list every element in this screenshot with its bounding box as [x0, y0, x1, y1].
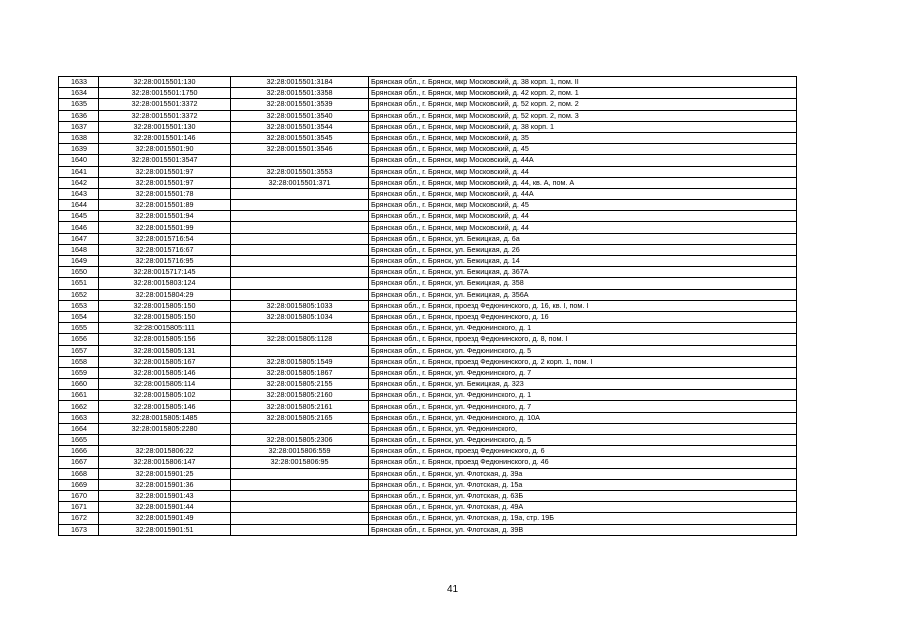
parcel-number-cell: 32:28:0015804:29: [99, 289, 231, 300]
parcel-number-cell: 32:28:0015717:145: [99, 267, 231, 278]
address-cell: Брянская обл., г. Брянск, проезд Федюнинского, д. 2 корп. 1, пом. I: [369, 356, 797, 367]
table-body: [59, 77, 797, 536]
table-row: [59, 77, 797, 88]
table-row: [59, 401, 797, 412]
table-row: [59, 379, 797, 390]
address-cell: Брянская обл., г. Брянск, ул. Бежицкая, д. 6а: [369, 233, 797, 244]
object-number-cell: 32:28:0015501:3546: [231, 144, 369, 155]
table-row: [59, 468, 797, 479]
table-row: [59, 323, 797, 334]
table-row: [59, 524, 797, 535]
parcel-number-cell: 32:28:0015501:89: [99, 200, 231, 211]
address-cell: Брянская обл., г. Брянск, ул. Флотская, д. 15а: [369, 479, 797, 490]
address-cell: Брянская обл., г. Брянск, ул. Федюнинского, д. 1: [369, 390, 797, 401]
object-number-cell: [231, 468, 369, 479]
parcel-number-cell: 32:28:0015501:3372: [99, 110, 231, 121]
object-number-cell: 32:28:0015805:1128: [231, 334, 369, 345]
table-row: [59, 423, 797, 434]
table-row: [59, 121, 797, 132]
object-number-cell: 32:28:0015805:2165: [231, 412, 369, 423]
parcel-number-cell: 32:28:0015805:146: [99, 401, 231, 412]
parcel-number-cell: 32:28:0015716:67: [99, 244, 231, 255]
row-number-cell: 1648: [59, 244, 99, 255]
table-row: [59, 289, 797, 300]
address-cell: Брянская обл., г. Брянск, ул. Федюнинского, д. 10А: [369, 412, 797, 423]
parcel-number-cell: 32:28:0015501:3547: [99, 155, 231, 166]
address-cell: Брянская обл., г. Брянск, ул. Бежицкая, д. 323: [369, 379, 797, 390]
parcel-number-cell: 32:28:0015901:44: [99, 502, 231, 513]
address-cell: Брянская обл., г. Брянск, мкр Московский, д. 44: [369, 211, 797, 222]
object-number-cell: [231, 233, 369, 244]
row-number-cell: 1646: [59, 222, 99, 233]
row-number-cell: 1658: [59, 356, 99, 367]
address-cell: Брянская обл., г. Брянск, проезд Федюнинского, д. 16, кв. I, пом. I: [369, 300, 797, 311]
address-cell: Брянская обл., г. Брянск, мкр Московский, д. 52 корп. 2, пом. 2: [369, 99, 797, 110]
address-cell: Брянская обл., г. Брянск, проезд Федюнинского, д. 46: [369, 457, 797, 468]
table-row: [59, 356, 797, 367]
parcel-number-cell: 32:28:0015501:130: [99, 121, 231, 132]
parcel-number-cell: 32:28:0015501:146: [99, 132, 231, 143]
object-number-cell: 32:28:0015501:3184: [231, 77, 369, 88]
object-number-cell: [231, 267, 369, 278]
table-row: [59, 222, 797, 233]
object-number-cell: [231, 524, 369, 535]
address-cell: Брянская обл., г. Брянск, мкр Московский, д. 38 корп. 1: [369, 121, 797, 132]
object-number-cell: [231, 502, 369, 513]
row-number-cell: 1672: [59, 513, 99, 524]
address-cell: Брянская обл., г. Брянск, ул. Бежицкая, д. 367А: [369, 267, 797, 278]
row-number-cell: 1652: [59, 289, 99, 300]
table-row: [59, 144, 797, 155]
cadastral-table: [58, 76, 797, 536]
row-number-cell: 1670: [59, 490, 99, 501]
parcel-number-cell: 32:28:0015716:95: [99, 256, 231, 267]
address-cell: Брянская обл., г. Брянск, мкр Московский, д. 52 корп. 2, пом. 3: [369, 110, 797, 121]
parcel-number-cell: 32:28:0015901:51: [99, 524, 231, 535]
row-number-cell: 1643: [59, 188, 99, 199]
object-number-cell: [231, 289, 369, 300]
parcel-number-cell: 32:28:0015805:1485: [99, 412, 231, 423]
object-number-cell: [231, 200, 369, 211]
table-row: [59, 99, 797, 110]
row-number-cell: 1650: [59, 267, 99, 278]
row-number-cell: 1665: [59, 435, 99, 446]
object-number-cell: 32:28:0015805:1867: [231, 367, 369, 378]
object-number-cell: 32:28:0015501:3544: [231, 121, 369, 132]
object-number-cell: 32:28:0015805:1549: [231, 356, 369, 367]
object-number-cell: [231, 323, 369, 334]
parcel-number-cell: 32:28:0015805:102: [99, 390, 231, 401]
table-row: [59, 300, 797, 311]
parcel-number-cell: 32:28:0015806:147: [99, 457, 231, 468]
table-row: [59, 490, 797, 501]
table-row: [59, 390, 797, 401]
address-cell: Брянская обл., г. Брянск, ул. Флотская, д. 63Б: [369, 490, 797, 501]
table-row: [59, 132, 797, 143]
table-row: [59, 88, 797, 99]
object-number-cell: [231, 490, 369, 501]
address-cell: Брянская обл., г. Брянск, проезд Федюнинского, д. 6: [369, 446, 797, 457]
object-number-cell: 32:28:0015806:559: [231, 446, 369, 457]
table-row: [59, 446, 797, 457]
parcel-number-cell: 32:28:0015501:99: [99, 222, 231, 233]
row-number-cell: 1636: [59, 110, 99, 121]
object-number-cell: 32:28:0015805:2306: [231, 435, 369, 446]
parcel-number-cell: 32:28:0015803:124: [99, 278, 231, 289]
object-number-cell: 32:28:0015501:3539: [231, 99, 369, 110]
object-number-cell: [231, 256, 369, 267]
row-number-cell: 1655: [59, 323, 99, 334]
row-number-cell: 1656: [59, 334, 99, 345]
table-row: [59, 278, 797, 289]
table-row: [59, 200, 797, 211]
table-row: [59, 188, 797, 199]
parcel-number-cell: 32:28:0015805:2280: [99, 423, 231, 434]
address-cell: Брянская обл., г. Брянск, мкр Московский, д. 35: [369, 132, 797, 143]
table-row: [59, 155, 797, 166]
parcel-number-cell: 32:28:0015805:111: [99, 323, 231, 334]
row-number-cell: 1642: [59, 177, 99, 188]
parcel-number-cell: 32:28:0015805:150: [99, 300, 231, 311]
row-number-cell: 1641: [59, 166, 99, 177]
address-cell: Брянская обл., г. Брянск, мкр Московский, д. 42 корп. 2, пом. 1: [369, 88, 797, 99]
parcel-number-cell: 32:28:0015805:114: [99, 379, 231, 390]
table-row: [59, 412, 797, 423]
parcel-number-cell: 32:28:0015805:167: [99, 356, 231, 367]
address-cell: Брянская обл., г. Брянск, ул. Федюнинского,: [369, 423, 797, 434]
row-number-cell: 1673: [59, 524, 99, 535]
address-cell: Брянская обл., г. Брянск, мкр Московский, д. 44А: [369, 188, 797, 199]
object-number-cell: 32:28:0015501:3540: [231, 110, 369, 121]
row-number-cell: 1639: [59, 144, 99, 155]
address-cell: Брянская обл., г. Брянск, ул. Федюнинского, д. 7: [369, 367, 797, 378]
row-number-cell: 1651: [59, 278, 99, 289]
address-cell: Брянская обл., г. Брянск, мкр Московский, д. 45: [369, 144, 797, 155]
object-number-cell: [231, 244, 369, 255]
table-row: [59, 177, 797, 188]
row-number-cell: 1647: [59, 233, 99, 244]
row-number-cell: 1671: [59, 502, 99, 513]
table-row: [59, 166, 797, 177]
row-number-cell: 1661: [59, 390, 99, 401]
row-number-cell: 1659: [59, 367, 99, 378]
row-number-cell: 1663: [59, 412, 99, 423]
address-cell: Брянская обл., г. Брянск, мкр Московский, д. 38 корп. 1, пом. II: [369, 77, 797, 88]
object-number-cell: [231, 513, 369, 524]
address-cell: Брянская обл., г. Брянск, ул. Бежицкая, д. 14: [369, 256, 797, 267]
table-row: [59, 233, 797, 244]
address-cell: Брянская обл., г. Брянск, ул. Флотская, д. 39В: [369, 524, 797, 535]
table-row: [59, 502, 797, 513]
object-number-cell: 32:28:0015805:1034: [231, 311, 369, 322]
row-number-cell: 1635: [59, 99, 99, 110]
row-number-cell: 1666: [59, 446, 99, 457]
parcel-number-cell: 32:28:0015805:156: [99, 334, 231, 345]
address-cell: Брянская обл., г. Брянск, ул. Флотская, д. 39а: [369, 468, 797, 479]
address-cell: Брянская обл., г. Брянск, мкр Московский, д. 44: [369, 222, 797, 233]
row-number-cell: 1664: [59, 423, 99, 434]
object-number-cell: 32:28:0015806:95: [231, 457, 369, 468]
object-number-cell: 32:28:0015805:2161: [231, 401, 369, 412]
table-row: [59, 513, 797, 524]
object-number-cell: 32:28:0015501:3545: [231, 132, 369, 143]
parcel-number-cell: 32:28:0015501:3372: [99, 99, 231, 110]
row-number-cell: 1637: [59, 121, 99, 132]
parcel-number-cell: 32:28:0015501:130: [99, 77, 231, 88]
table-row: [59, 457, 797, 468]
parcel-number-cell: 32:28:0015805:146: [99, 367, 231, 378]
parcel-number-cell: 32:28:0015501:97: [99, 166, 231, 177]
object-number-cell: 32:28:0015501:371: [231, 177, 369, 188]
parcel-number-cell: 32:28:0015501:94: [99, 211, 231, 222]
row-number-cell: 1634: [59, 88, 99, 99]
address-cell: Брянская обл., г. Брянск, мкр Московский, д. 44А: [369, 155, 797, 166]
object-number-cell: [231, 188, 369, 199]
parcel-number-cell: 32:28:0015716:54: [99, 233, 231, 244]
row-number-cell: 1667: [59, 457, 99, 468]
object-number-cell: 32:28:0015501:3553: [231, 166, 369, 177]
object-number-cell: [231, 345, 369, 356]
parcel-number-cell: 32:28:0015901:43: [99, 490, 231, 501]
parcel-number-cell: 32:28:0015501:1750: [99, 88, 231, 99]
table-row: [59, 367, 797, 378]
object-number-cell: 32:28:0015805:2160: [231, 390, 369, 401]
row-number-cell: 1644: [59, 200, 99, 211]
parcel-number-cell: 32:28:0015501:90: [99, 144, 231, 155]
row-number-cell: 1660: [59, 379, 99, 390]
object-number-cell: [231, 278, 369, 289]
row-number-cell: 1649: [59, 256, 99, 267]
parcel-number-cell: 32:28:0015805:131: [99, 345, 231, 356]
table-row: [59, 267, 797, 278]
address-cell: Брянская обл., г. Брянск, ул. Федюнинского, д. 5: [369, 345, 797, 356]
object-number-cell: 32:28:0015501:3358: [231, 88, 369, 99]
address-cell: Брянская обл., г. Брянск, мкр Московский, д. 45: [369, 200, 797, 211]
table-row: [59, 345, 797, 356]
row-number-cell: 1654: [59, 311, 99, 322]
parcel-number-cell: 32:28:0015805:150: [99, 311, 231, 322]
address-cell: Брянская обл., г. Брянск, ул. Федюнинского, д. 7: [369, 401, 797, 412]
table-row: [59, 244, 797, 255]
parcel-number-cell: 32:28:0015901:25: [99, 468, 231, 479]
row-number-cell: 1653: [59, 300, 99, 311]
object-number-cell: 32:28:0015805:1033: [231, 300, 369, 311]
row-number-cell: 1645: [59, 211, 99, 222]
table-row: [59, 435, 797, 446]
address-cell: Брянская обл., г. Брянск, ул. Бежицкая, д. 26: [369, 244, 797, 255]
table-row: [59, 334, 797, 345]
object-number-cell: [231, 423, 369, 434]
parcel-number-cell: 32:28:0015806:22: [99, 446, 231, 457]
row-number-cell: 1638: [59, 132, 99, 143]
page-number: 41: [446, 584, 459, 595]
row-number-cell: 1669: [59, 479, 99, 490]
parcel-number-cell: 32:28:0015901:36: [99, 479, 231, 490]
row-number-cell: 1640: [59, 155, 99, 166]
object-number-cell: 32:28:0015805:2155: [231, 379, 369, 390]
row-number-cell: 1633: [59, 77, 99, 88]
table-row: [59, 211, 797, 222]
object-number-cell: [231, 211, 369, 222]
address-cell: Брянская обл., г. Брянск, ул. Федюнинского, д. 1: [369, 323, 797, 334]
table-row: [59, 110, 797, 121]
parcel-number-cell: 32:28:0015501:97: [99, 177, 231, 188]
row-number-cell: 1657: [59, 345, 99, 356]
row-number-cell: 1668: [59, 468, 99, 479]
row-number-cell: 1662: [59, 401, 99, 412]
parcel-number-cell: [99, 435, 231, 446]
address-cell: Брянская обл., г. Брянск, ул. Бежицкая, д. 356А: [369, 289, 797, 300]
table-row: [59, 256, 797, 267]
address-cell: Брянская обл., г. Брянск, мкр Московский, д. 44, кв. А, пом. А: [369, 177, 797, 188]
address-cell: Брянская обл., г. Брянск, ул. Флотская, д. 19а, стр. 19Б: [369, 513, 797, 524]
address-cell: Брянская обл., г. Брянск, проезд Федюнинского, д. 8, пом. I: [369, 334, 797, 345]
address-cell: Брянская обл., г. Брянск, ул. Бежицкая, д. 358: [369, 278, 797, 289]
table-row: [59, 479, 797, 490]
object-number-cell: [231, 155, 369, 166]
object-number-cell: [231, 222, 369, 233]
address-cell: Брянская обл., г. Брянск, мкр Московский, д. 44: [369, 166, 797, 177]
address-cell: Брянская обл., г. Брянск, ул. Флотская, д. 49А: [369, 502, 797, 513]
address-cell: Брянская обл., г. Брянск, проезд Федюнинского, д. 16: [369, 311, 797, 322]
address-cell: Брянская обл., г. Брянск, ул. Федюнинского, д. 5: [369, 435, 797, 446]
object-number-cell: [231, 479, 369, 490]
parcel-number-cell: 32:28:0015501:78: [99, 188, 231, 199]
parcel-number-cell: 32:28:0015901:49: [99, 513, 231, 524]
table-row: [59, 311, 797, 322]
